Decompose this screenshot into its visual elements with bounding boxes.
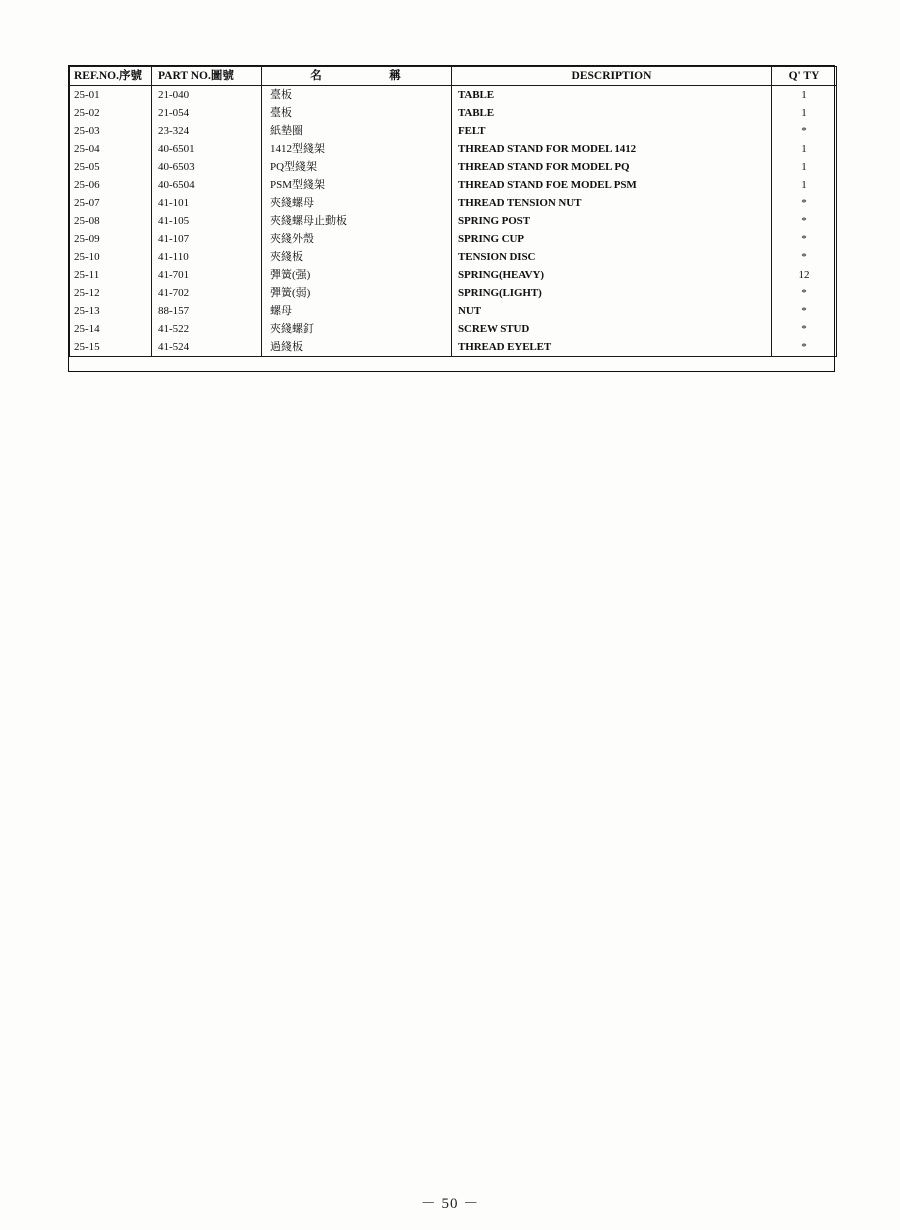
cell-part-no: 40-6504 [152,176,262,194]
cell-name: PSM型綫架 [262,176,452,194]
cell-ref-no: 25-07 [70,194,152,212]
cell-ref-no: 25-01 [70,86,152,105]
table-row [70,248,837,266]
cell-name: 1412型綫架 [262,140,452,158]
cell-ref-no: 25-02 [70,104,152,122]
cell-name: 過綫板 [262,338,452,357]
cell-name: 彈簧(弱) [262,284,452,302]
cell-name: 螺母 [262,302,452,320]
table-row [70,284,837,302]
cell-name: 臺板 [262,104,452,122]
cell-part-no: 41-524 [152,338,262,357]
table-row [70,176,837,194]
table-row [70,140,837,158]
cell-ref-no: 25-13 [70,302,152,320]
cell-qty: * [772,230,837,248]
cell-part-no: 41-101 [152,194,262,212]
cell-part-no: 41-110 [152,248,262,266]
table-row [70,86,837,105]
table-row [70,194,837,212]
cell-part-no: 41-105 [152,212,262,230]
cell-ref-no: 25-05 [70,158,152,176]
table-row [70,266,837,284]
cell-name: 夾綫螺母止動板 [262,212,452,230]
cell-qty: 1 [772,140,837,158]
cell-description: TABLE [452,104,772,122]
cell-qty: * [772,122,837,140]
cell-part-no: 23-324 [152,122,262,140]
cell-description: SCREW STUD [452,320,772,338]
cell-ref-no: 25-09 [70,230,152,248]
cell-qty: * [772,194,837,212]
cell-qty: 1 [772,176,837,194]
cell-name: 臺板 [262,86,452,105]
table-row [70,320,837,338]
table-row [70,122,837,140]
cell-description: SPRING CUP [452,230,772,248]
table-row [70,158,837,176]
cell-part-no: 41-701 [152,266,262,284]
cell-qty: * [772,320,837,338]
parts-list-table [69,66,837,357]
cell-description: THREAD STAND FOR MODEL PQ [452,158,772,176]
cell-part-no: 41-702 [152,284,262,302]
cell-qty: * [772,284,837,302]
page-number: － 50 － [420,1196,480,1212]
cell-description: TABLE [452,86,772,105]
cell-name: 彈簧(强) [262,266,452,284]
cell-qty: * [772,248,837,266]
cell-qty: 12 [772,266,837,284]
cell-qty: 1 [772,86,837,105]
header-name: 名 稱 [262,67,452,86]
cell-name: 紙墊圈 [262,122,452,140]
cell-ref-no: 25-12 [70,284,152,302]
cell-ref-no: 25-06 [70,176,152,194]
cell-description: THREAD EYELET [452,338,772,357]
cell-part-no: 21-054 [152,104,262,122]
cell-description: FELT [452,122,772,140]
cell-description: TENSION DISC [452,248,772,266]
cell-description: THREAD STAND FOR MODEL 1412 [452,140,772,158]
cell-ref-no: 25-11 [70,266,152,284]
header-part-no: PART NO.圖號 [152,67,262,86]
table-header-row [70,67,837,86]
cell-ref-no: 25-15 [70,338,152,357]
cell-part-no: 41-522 [152,320,262,338]
table-row [70,212,837,230]
cell-ref-no: 25-10 [70,248,152,266]
cell-description: SPRING(LIGHT) [452,284,772,302]
cell-part-no: 40-6501 [152,140,262,158]
table-row [70,104,837,122]
cell-qty: * [772,338,837,357]
header-ref-no: REF.NO.序號 [70,67,152,86]
cell-name: 夾綫螺釘 [262,320,452,338]
cell-ref-no: 25-03 [70,122,152,140]
cell-qty: 1 [772,158,837,176]
cell-description: SPRING POST [452,212,772,230]
table-body [70,86,837,357]
cell-description: SPRING(HEAVY) [452,266,772,284]
cell-name: PQ型綫架 [262,158,452,176]
cell-name: 夾綫外殼 [262,230,452,248]
cell-name: 夾綫螺母 [262,194,452,212]
table-row [70,230,837,248]
cell-description: THREAD TENSION NUT [452,194,772,212]
cell-description: THREAD STAND FOE MODEL PSM [452,176,772,194]
cell-part-no: 40-6503 [152,158,262,176]
cell-qty: * [772,302,837,320]
cell-qty: * [772,212,837,230]
cell-ref-no: 25-04 [70,140,152,158]
cell-part-no: 21-040 [152,86,262,105]
cell-part-no: 41-107 [152,230,262,248]
table-row [70,338,837,357]
header-description: DESCRIPTION [452,67,772,86]
cell-qty: 1 [772,104,837,122]
cell-name: 夾綫板 [262,248,452,266]
cell-ref-no: 25-14 [70,320,152,338]
header-qty: Q' TY [772,67,837,86]
cell-ref-no: 25-08 [70,212,152,230]
table-row [70,302,837,320]
cell-description: NUT [452,302,772,320]
cell-part-no: 88-157 [152,302,262,320]
